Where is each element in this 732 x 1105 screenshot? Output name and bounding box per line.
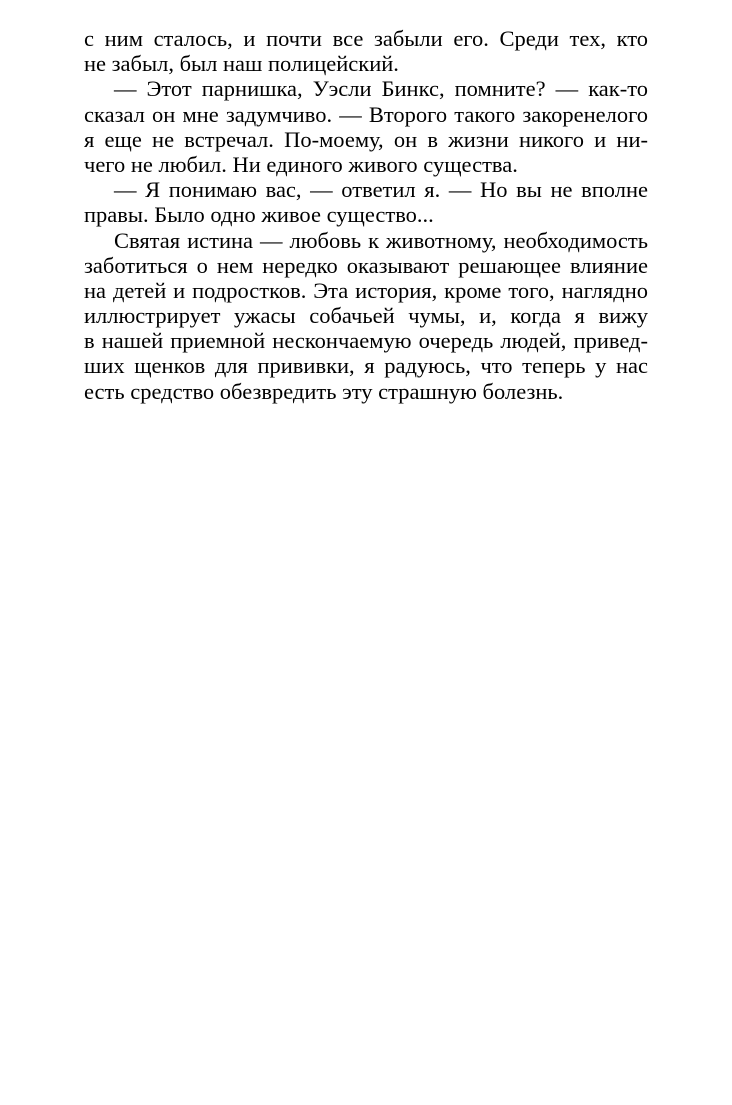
text-line: правы. Было одно живое существо... <box>84 202 434 228</box>
text-line: — Этот парнишка, Уэсли Бинкс, помните? — как-то <box>114 76 648 102</box>
text-line: иллюстрирует ужасы собачьей чумы, и, когда я вижу <box>84 303 648 329</box>
paragraph <box>84 228 648 404</box>
text-line: — Я понимаю вас, — ответил я. — Но вы не вполне <box>114 177 648 203</box>
book-page-text <box>84 26 648 404</box>
text-line: есть средство обезвредить эту страшную болезнь. <box>84 378 564 404</box>
paragraph <box>84 76 648 177</box>
paragraph <box>84 177 648 227</box>
text-line: сказал он мне задумчиво. — Второго такого закоренелого <box>84 101 648 127</box>
text-line: не забыл, был наш полицейский. <box>84 51 399 77</box>
text-line: Святая истина — любовь к животному, необходимость <box>114 227 648 253</box>
text-line: ших щенков для прививки, я радуюсь, что теперь у нас <box>84 353 648 379</box>
text-line: в нашей приемной нескончаемую очередь людей, привед- <box>84 328 648 354</box>
text-line: чего не любил. Ни единого живого существа. <box>84 151 518 177</box>
text-line: с ним сталось, и почти все забыли его. Среди тех, кто <box>84 26 648 51</box>
text-line: заботиться о нем нередко оказывают решающее влияние <box>84 252 648 278</box>
text-line: я еще не встречал. По-моему, он в жизни никого и ни- <box>84 126 648 152</box>
paragraph <box>84 26 648 76</box>
text-line: на детей и подростков. Эта история, кроме того, наглядно <box>84 277 648 303</box>
